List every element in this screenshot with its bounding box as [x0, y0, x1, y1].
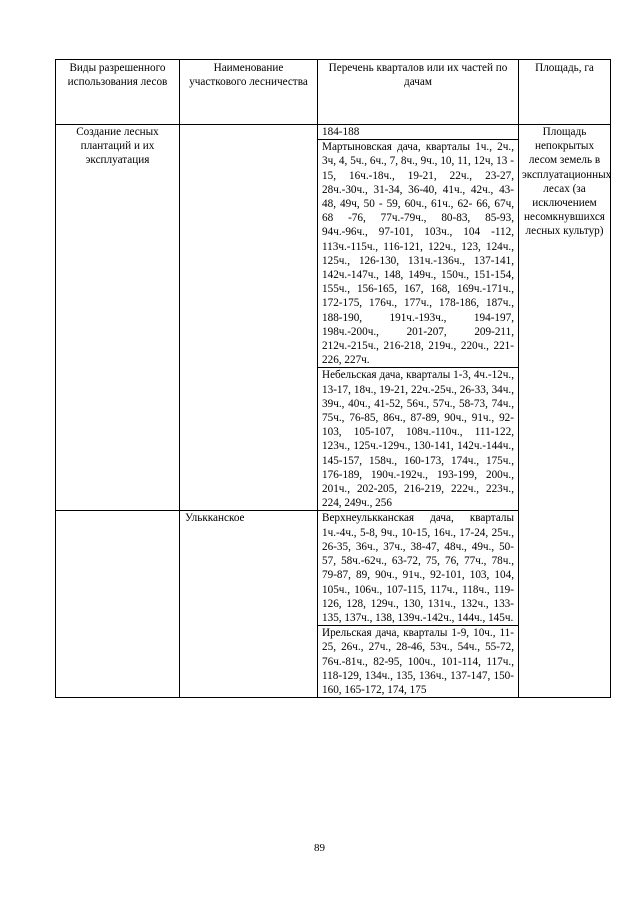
district-cell: Улькканское — [180, 511, 318, 698]
blocks-cell: Ирельская дача, кварталы 1-9, 10ч., 11-25, 26ч., 27ч., 28-46, 53ч., 54ч., 55-72, 76ч.-81ч., 82-95, 100ч., 101-114, 117ч., 118-129, 134ч., 135, 136ч., 137-147, 150-160, 165-172, 174, 175 — [318, 626, 519, 698]
area-cell: Площадь непокрытых лесом земель в эксплуатационных лесах (за исключением несомкнувшихся лесных культур) — [519, 125, 611, 698]
page-number: 89 — [314, 842, 325, 854]
header-district: Наименование участкового лесничества — [180, 60, 318, 125]
district-cell-empty — [180, 125, 318, 511]
header-use-type: Виды разрешенного использования лесов — [56, 60, 180, 125]
blocks-cell: Небельская дача, кварталы 1-3, 4ч.-12ч., 13-17, 18ч., 19-21, 22ч.-25ч., 26-33, 34ч., 39ч., 40ч., 41-52, 56ч., 57ч., 58-73, 74ч., 75ч., 76-85, 86ч., 87-89, 90ч., 91ч., 92-103, 105-107, 108ч.-110ч., 111-122, 123ч., 125ч.-129ч., 130-141, 142ч.-144ч., 145-157, 158ч., 160-173, 174ч., 175ч., 176-189, 190ч.-192ч., 193-199, 200ч., 201ч., 202-205, 216-219, 222ч., 223ч., 224, 249ч., 256 — [318, 368, 519, 511]
header-blocks: Перечень кварталов или их частей по дачам — [318, 60, 519, 125]
use-type-cell: Создание лесных плантаций и их эксплуатация — [56, 125, 180, 511]
table-row — [56, 125, 611, 140]
blocks-cell: 184-188 — [318, 125, 519, 140]
use-type-cell-empty — [56, 511, 180, 698]
blocks-cell: Верхнеулькканская дача, кварталы 1ч.-4ч., 5-8, 9ч., 10-15, 16ч., 17-24, 25ч., 26-35, 36ч., 37ч., 38-47, 48ч., 49ч., 50-57, 58ч.-62ч., 63-72, 75, 76, 77ч., 78ч., 79-87, 89, 90ч., 91ч., 92-101, 103, 104, 105ч., 106ч., 107-115, 117ч., 118ч., 119-126, 128, 129ч., 130, 131ч., 132ч., 133-135, 137ч., 138, 139ч.-142ч., 144ч., 145ч. — [318, 511, 519, 626]
forest-use-table — [55, 59, 611, 698]
blocks-cell: Мартыновская дача, кварталы 1ч., 2ч., 3ч, 4, 5ч., 6ч., 7, 8ч., 9ч., 10, 11, 12ч, 13 - 15, 16ч.-18ч., 19-21, 22ч., 23-27, 28ч.-30ч., 31-34, 36-40, 41ч., 42ч., 43- 48, 49ч, 50 - 59, 60ч., 61ч., 62- 66, 67ч, 68 -76, 77ч.-79ч., 80-83, 85-93, 94ч.-96ч., 97-101, 103ч., 104 -112, 113ч.-115ч., 116-121, 122ч., 123, 124ч., 125ч., 126-130, 131ч.-136ч., 137-141, 142ч.-147ч., 148, 149ч., 150ч., 151-154, 155ч., 156-165, 167, 168, 169ч.-171ч., 172-175, 176ч., 177ч., 178-186, 187ч., 188-190, 191ч.-193ч., 194-197, 198ч.-200ч., 201-207, 209-211, 212ч.-215ч., 216-218, 219ч., 220ч., 221-226, 227ч. — [318, 140, 519, 368]
header-row — [56, 60, 611, 125]
header-area: Площадь, га — [519, 60, 611, 125]
